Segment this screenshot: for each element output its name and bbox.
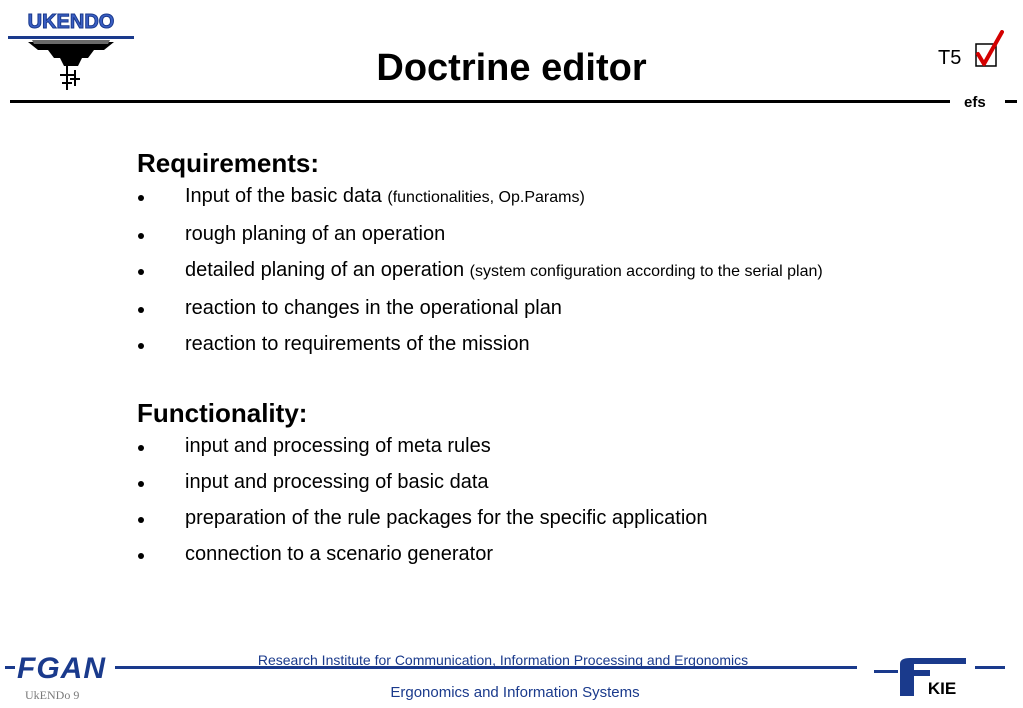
list-item: connection to a scenario generator — [137, 542, 897, 566]
checkmark-icon — [974, 30, 1004, 70]
kie-logo — [874, 656, 970, 696]
slide-body — [137, 148, 897, 578]
bullet-icon — [138, 517, 144, 523]
bullet-icon — [138, 307, 144, 313]
department-name: Ergonomics and Information Systems — [390, 684, 640, 701]
list-item: reaction to requirements of the mission — [137, 332, 897, 356]
bullet-icon — [138, 233, 144, 239]
svg-text:KIE: KIE — [927, 679, 957, 696]
institute-name: Research Institute for Communication, Information Processing and Ergonomics — [257, 652, 749, 668]
list-item: Input of the basic data (functionalities, Op.Params) — [137, 184, 897, 210]
functionality-heading: Functionality: — [137, 398, 308, 428]
list-item: detailed planing of an operation (system configuration according to the serial plan) — [137, 258, 897, 284]
fgan-logo: FGAN — [17, 652, 106, 685]
list-item: rough planing of an operation — [137, 222, 897, 246]
efs-label: efs — [964, 94, 986, 111]
list-item: preparation of the rule packages for the specific application — [137, 506, 897, 530]
bullet-icon — [138, 343, 144, 349]
requirements-list — [137, 184, 897, 356]
bullet-icon — [138, 269, 144, 275]
functionality-list — [137, 434, 897, 566]
bullet-icon — [138, 481, 144, 487]
requirements-heading: Requirements: — [137, 148, 320, 178]
svg-text:UKENDO: UKENDO — [27, 11, 115, 33]
bullet-icon — [138, 195, 144, 201]
bullet-icon — [138, 553, 144, 559]
header-rule — [10, 100, 950, 103]
bullet-icon — [138, 445, 144, 451]
slide-reference: UkENDo 9 — [25, 688, 80, 702]
list-item: reaction to changes in the operational plan — [137, 296, 897, 320]
header-rule-right — [1005, 100, 1017, 103]
slide-title: Doctrine editor — [376, 47, 647, 89]
list-item: input and processing of basic data — [137, 470, 897, 494]
section-tag: T5 — [938, 47, 962, 69]
list-item: input and processing of meta rules — [137, 434, 897, 458]
